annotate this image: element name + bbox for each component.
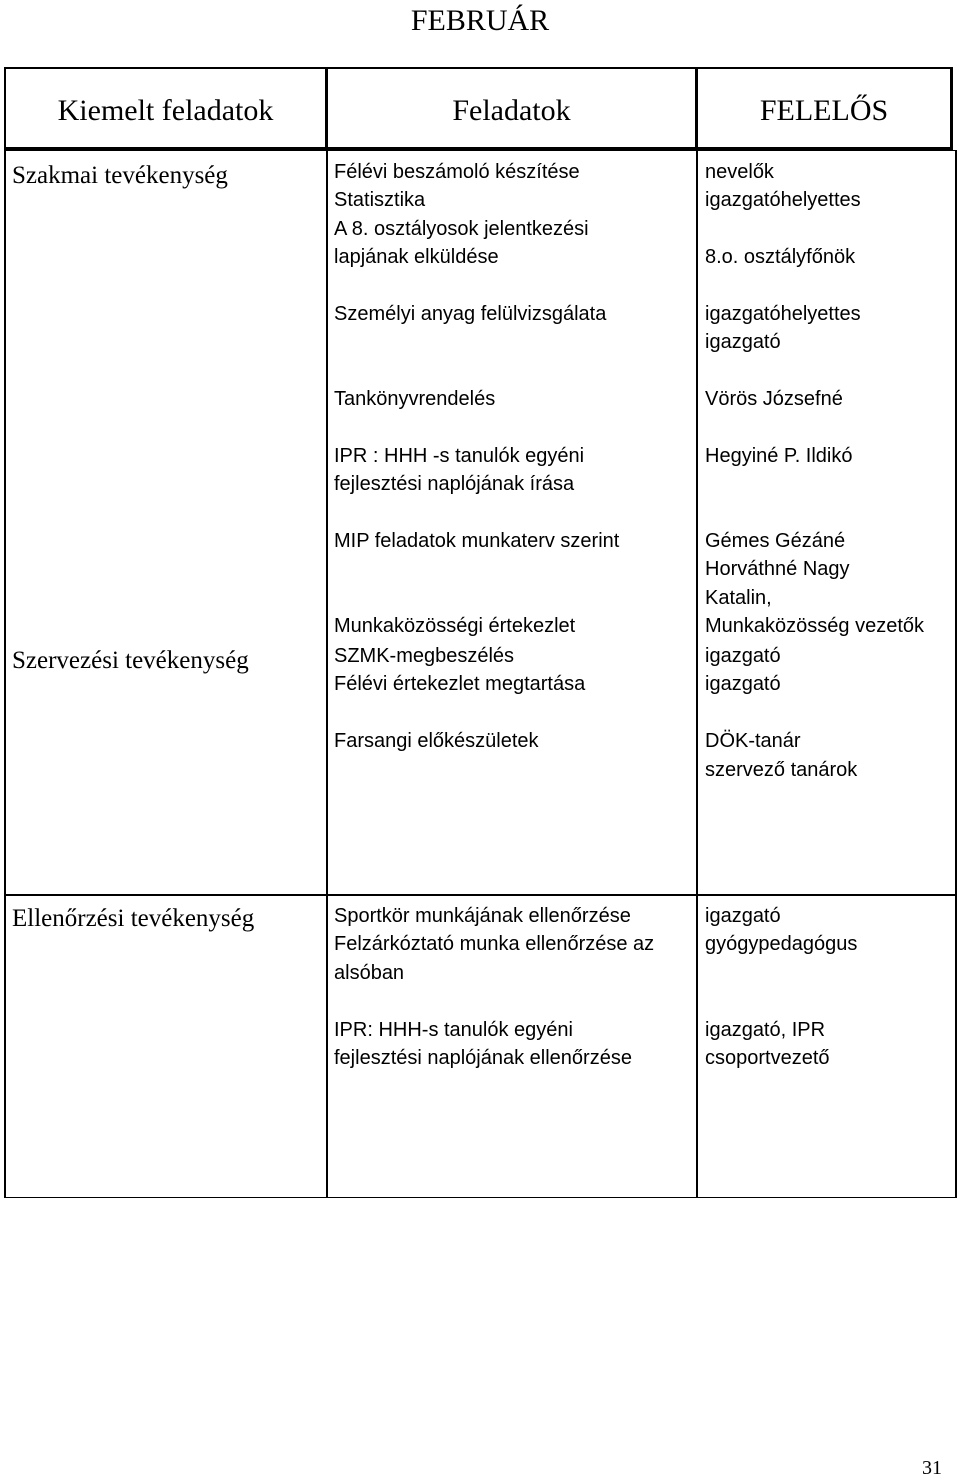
responsible-line: Katalin, xyxy=(705,586,772,609)
task-line: A 8. osztályosok jelentkezési xyxy=(334,217,589,240)
task-line: fejlesztési naplójának ellenőrzése xyxy=(334,1046,632,1069)
responsible-line xyxy=(705,357,924,385)
responsible-line xyxy=(705,699,857,727)
category-ellenorzesi: Ellenőrzési tevékenység xyxy=(12,905,255,932)
tasks-list-szakmai xyxy=(334,158,619,641)
responsible-line: Munkaközösség vezetők xyxy=(705,615,925,638)
responsible-line xyxy=(705,470,924,498)
responsible-line xyxy=(705,272,924,300)
task-line: Munkaközösségi értekezlet xyxy=(334,615,576,638)
tasks-list-ellenorzesi xyxy=(334,902,654,1072)
responsible-line: csoportvezető xyxy=(705,1046,830,1069)
responsible-line: Horváthné Nagy xyxy=(705,558,850,581)
responsible-line: igazgatóhelyettes xyxy=(705,302,861,325)
task-line: Félévi értekezlet megtartása xyxy=(334,673,586,696)
responsible-line: igazgatóhelyettes xyxy=(705,189,861,212)
header-feladatok: Feladatok xyxy=(326,67,698,150)
task-line xyxy=(334,555,619,583)
task-line: alsóban xyxy=(334,961,405,984)
responsible-line: DÖK-tanár xyxy=(705,730,801,753)
category-szakmai: Szakmai tevékenység xyxy=(12,162,228,189)
task-line xyxy=(334,584,619,612)
task-line: IPR : HHH -s tanulók egyéni xyxy=(334,444,585,467)
task-line: Sportkör munkájának ellenőrzése xyxy=(334,905,631,927)
responsible-line: nevelők xyxy=(705,161,774,183)
category-szervezesi: Szervezési tevékenység xyxy=(12,647,249,674)
responsible-list-szakmai xyxy=(705,158,924,641)
task-line: Személyi anyag felülvizsgálata xyxy=(334,302,607,325)
category-cell xyxy=(4,895,328,1198)
responsible-line: Hegyiné P. Ildikó xyxy=(705,444,853,467)
task-line: lapjának elküldése xyxy=(334,246,499,269)
page-number: 31 xyxy=(922,1457,942,1479)
task-line xyxy=(334,699,585,727)
header-kiemelt-feladatok: Kiemelt feladatok xyxy=(4,67,328,150)
category-cell xyxy=(4,150,328,895)
responsible-line xyxy=(705,215,924,243)
task-line: IPR: HHH-s tanulók egyéni xyxy=(334,1018,573,1041)
task-line: MIP feladatok munkaterv szerint xyxy=(334,530,620,553)
responsible-line: 8.o. osztályfőnök xyxy=(705,246,856,269)
responsible-line: igazgató, IPR xyxy=(705,1018,826,1041)
tasks-list-szervezesi xyxy=(334,642,585,756)
page-title: FEBRUÁR xyxy=(410,4,550,37)
responsible-line xyxy=(705,987,857,1015)
task-line xyxy=(334,357,619,385)
responsible-line: szervező tanárok xyxy=(705,758,858,781)
task-line: Statisztika xyxy=(334,189,426,212)
responsible-line: igazgató xyxy=(705,331,781,354)
task-line: fejlesztési naplójának írása xyxy=(334,473,575,496)
task-line: Felzárkóztató munka ellenőrzése az xyxy=(334,933,655,956)
task-line: Félévi beszámoló készítése xyxy=(334,161,580,183)
task-line xyxy=(334,414,619,442)
task-line xyxy=(334,328,619,356)
responsible-line: igazgató xyxy=(705,645,781,667)
responsible-line: Gémes Gézáné xyxy=(705,530,846,553)
task-line xyxy=(334,272,619,300)
task-line: Farsangi előkészületek xyxy=(334,730,539,753)
responsible-list-ellenorzesi xyxy=(705,902,857,1072)
responsible-line: gyógypedagógus xyxy=(705,933,858,956)
task-line xyxy=(334,987,654,1015)
responsible-line: igazgató xyxy=(705,673,781,696)
responsible-line: igazgató xyxy=(705,905,781,927)
task-line xyxy=(334,499,619,527)
responsible-line xyxy=(705,499,924,527)
responsible-list-szervezesi xyxy=(705,642,857,784)
responsible-line xyxy=(705,414,924,442)
responsible-line: Vörös Józsefné xyxy=(705,388,843,411)
responsible-line xyxy=(705,959,857,987)
task-line: SZMK-megbeszélés xyxy=(334,645,515,667)
header-felelos: FELELŐS xyxy=(696,67,953,150)
task-line: Tankönyvrendelés xyxy=(334,388,496,411)
